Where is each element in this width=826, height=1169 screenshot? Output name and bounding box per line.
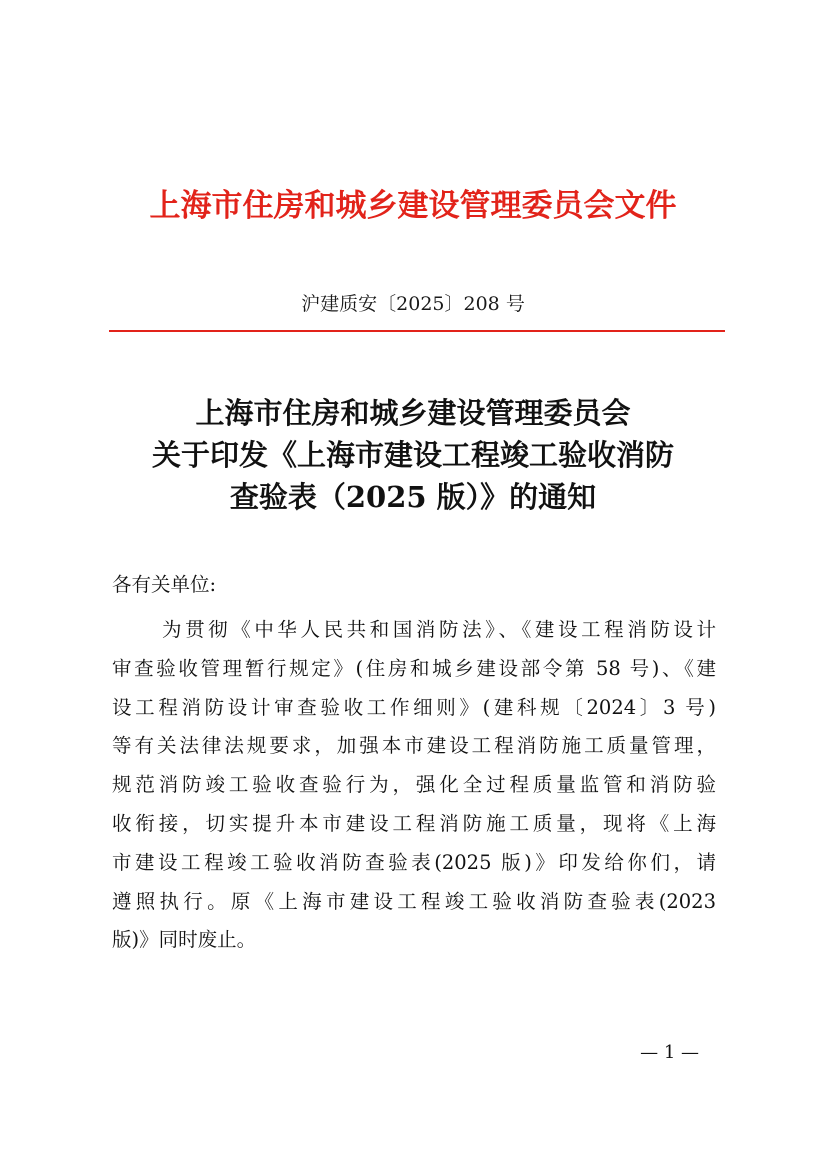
salutation: 各有关单位: <box>112 573 217 596</box>
body-line: 市建设工程竣工验收消防查验表(2025 版)》印发给你们，请 <box>112 850 716 874</box>
document-number: 沪建质安〔2025〕208 号 <box>301 293 525 315</box>
body-line: 版)》同时废止。 <box>112 928 257 952</box>
body-line: 等有关法律法规要求，加强本市建设工程消防施工质量管理， <box>112 734 716 758</box>
body-line: 收衔接，切实提升本市建设工程消防施工质量，现将《上海 <box>112 811 716 835</box>
body-line: 遵照执行。原《上海市建设工程竣工验收消防查验表(2023 <box>112 889 716 913</box>
body-line: 审查验收管理暂行规定》(住房和城乡建设部令第 58 号)、《建 <box>112 656 716 680</box>
document-title <box>90 392 736 518</box>
body-line: 规范消防竣工验收查验行为，强化全过程质量监管和消防验 <box>112 773 716 797</box>
title-line: 关于印发《上海市建设工程竣工验收消防 <box>151 438 674 472</box>
issuer-header: 上海市住房和城乡建设管理委员会文件 <box>149 188 677 224</box>
body-line: 为贯彻《中华人民共和国消防法》、《建设工程消防设计 <box>162 618 716 641</box>
title-line: 查验表（2025 版）》的通知 <box>229 480 597 514</box>
red-separator-line <box>109 330 725 332</box>
title-line: 上海市住房和城乡建设管理委员会 <box>195 396 631 430</box>
body-line: 设工程消防设计审查验收工作细则》(建科规〔2024〕3 号) <box>112 695 716 719</box>
body-paragraph <box>112 617 716 966</box>
page-number: — 1 — <box>640 1042 699 1063</box>
